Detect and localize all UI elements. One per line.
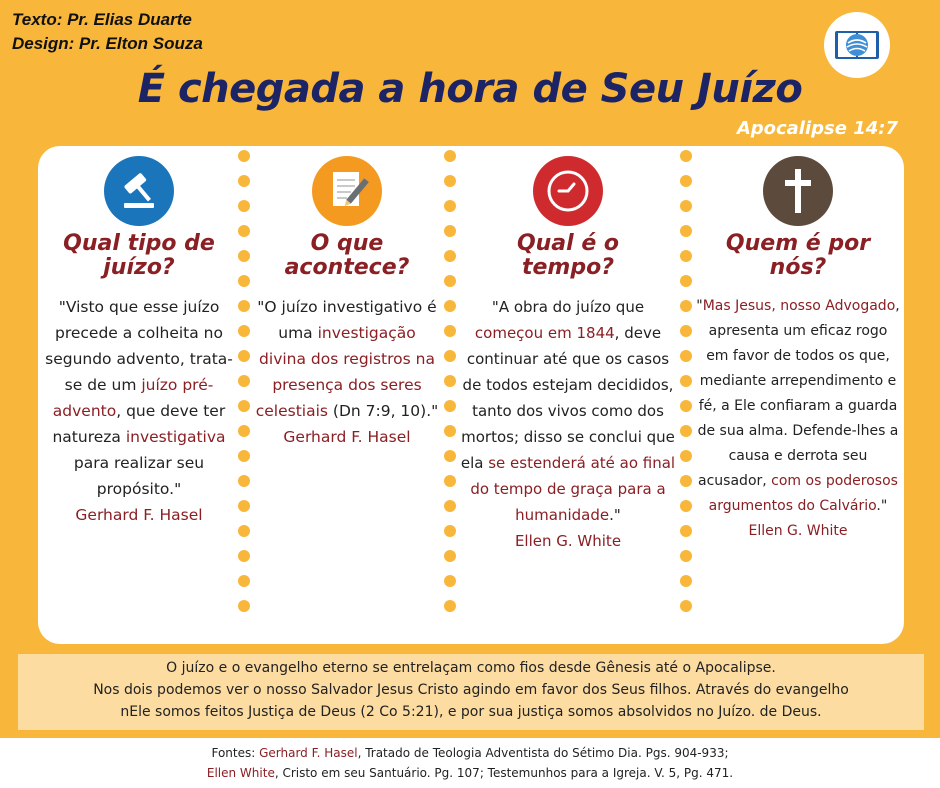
column-what-happens [252, 146, 442, 644]
design-credit: Design: Pr. Elton Souza [12, 34, 203, 53]
column-judgment-type [42, 146, 236, 644]
source-line: Fontes: Gerhard F. Hasel, Tratado de Teologia Adventista do Sétimo Dia. Pgs. 904-933; [211, 746, 729, 760]
quote-author: Gerhard F. Hasel [75, 506, 203, 524]
clock-icon [533, 156, 603, 226]
column-heading: Qual tipo de juízo? [63, 231, 215, 280]
document-pencil-icon [312, 156, 382, 226]
quote-text: "Visto que esse juízo precede a colheita no segundo advento, trata-se de um juízo pré-advento, que deve ter natureza investigativa para realizar seu propósito." Gerhard F. Hasel [45, 298, 233, 524]
quote-text: "O juízo investigativo é uma investigação divina dos registros na presença dos seres celestiais (Dn 7:9, 10)." Gerhard F. Hasel [255, 298, 439, 446]
summary-line: Nos dois podemos ver o nosso Salvador Jesus Cristo agindo em favor dos Seus filhos. Através do evangelho [93, 682, 849, 698]
sources-footer [0, 738, 940, 788]
verse-reference: Apocalipse 14:7 [736, 118, 898, 139]
quote-author: Ellen G. White [514, 532, 622, 550]
summary-line: O juízo e o evangelho eterno se entrelaçam como fios desde Gênesis até o Apocalipse. [166, 660, 776, 676]
gavel-icon [104, 156, 174, 226]
quote-text: "Mas Jesus, nosso Advogado, apresenta um eficaz rogo em favor de todos os que, mediante arrependimento e fé, a Ele confiaram a guarda de sua alma. Defende-lhes a causa e derrota seu acusador, com os poderosos argumentos do Calvário." Ellen G. White [696, 298, 900, 539]
column-time [458, 146, 678, 644]
source-line: Ellen White, Cristo em seu Santuário. Pg. 107; Testemunhos para a Igreja. V. 5, Pg. 471. [206, 766, 734, 780]
page-title: É chegada a hora de Seu Juízo [137, 66, 803, 112]
quote-author: Ellen G. White [748, 523, 848, 539]
dot-separator [444, 150, 456, 612]
column-who-for-us [696, 146, 900, 644]
text-credit: Texto: Pr. Elias Duarte [12, 10, 192, 29]
cross-icon [763, 156, 833, 226]
column-heading: O que acontece? [284, 231, 410, 280]
summary-box [18, 654, 924, 730]
column-heading: Quem é por nós? [725, 231, 871, 280]
dot-separator [238, 150, 250, 612]
column-heading: Qual é o tempo? [516, 231, 620, 280]
dot-separator [680, 150, 692, 612]
summary-line: nEle somos feitos Justiça de Deus (2 Co 5:21), e por sua justiça somos absolvidos no Juízo. de Deus. [120, 704, 822, 720]
quote-author: Gerhard F. Hasel [283, 428, 411, 446]
quote-text: "A obra do juízo que começou em 1844, deve continuar até que os casos de todos estejam decididos, tanto dos vivos como dos mortos; disso se conclui que ela se estenderá até ao final do tempo de graça para a humanidade." Ellen G. White [460, 298, 676, 550]
credits [12, 8, 203, 56]
